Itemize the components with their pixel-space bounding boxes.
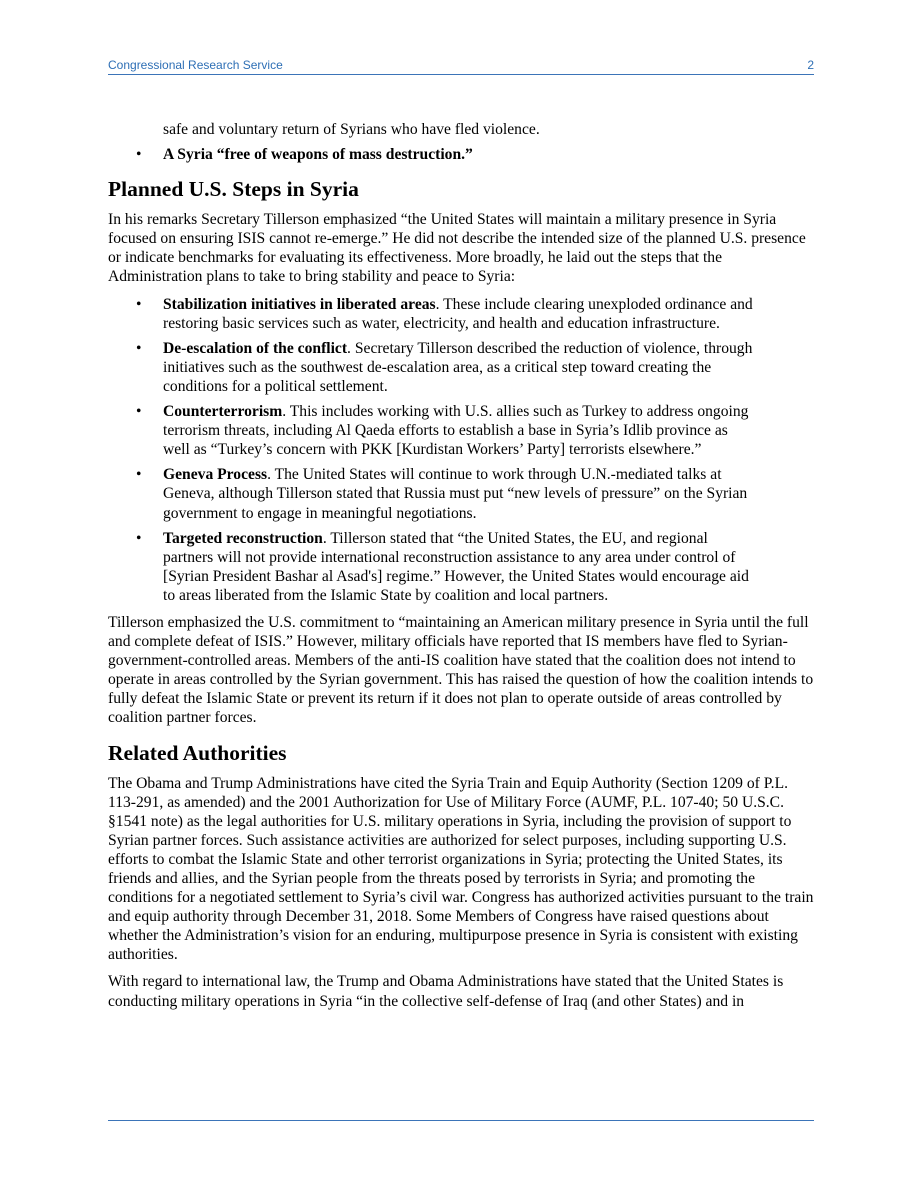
- bullet-lead: Counterterrorism: [163, 403, 283, 421]
- bullet-body: . This includes working with U.S. allies such as Turkey to address ongoing terrorism threats, including Al Qaeda efforts to establish a base in Syria’s Idlib province as well as “Turkey’s concern with PKK [Kurdistan Workers’ Party] terrorists elsewhere.”: [163, 403, 749, 459]
- bullet-icon: •: [136, 339, 142, 357]
- list-item: [108, 529, 814, 605]
- list-item: [108, 339, 814, 396]
- bullet-icon: •: [136, 466, 142, 484]
- section-heading-planned-steps: Planned U.S. Steps in Syria: [108, 177, 359, 202]
- list-item: [108, 465, 814, 522]
- bullet-lead: Targeted reconstruction: [163, 529, 323, 547]
- bullet-icon: •: [136, 403, 142, 421]
- bullet-continuation: safe and voluntary return of Syrians who have fled violence.: [163, 121, 540, 138]
- bullet-text-bold: A Syria “free of weapons of mass destruction.”: [163, 146, 473, 164]
- paragraph: In his remarks Secretary Tillerson emphasized “the United States will maintain a military presence in Syria focused on ensuring ISIS cannot re-emerge.” He did not describe the intended size of the planned U.S. presence or indicate benchmarks for evaluating its effectiveness. More broadly, he laid out the steps that the Administration plans to take to bring stability and peace to Syria:: [108, 211, 806, 286]
- bullet-lead: Geneva Process: [163, 466, 268, 484]
- list-item: [108, 145, 814, 164]
- header-page-number: 2: [807, 58, 814, 72]
- section-heading-related-authorities: Related Authorities: [108, 740, 287, 765]
- bullet-icon: •: [136, 529, 142, 547]
- bullet-lead: De-escalation of the conflict: [163, 339, 348, 357]
- bullet-body: . Tillerson stated that “the United States, the EU, and regional partners will not provide international reconstruction assistance to any area under control of [Syrian President Bashar al Asad's] regime.” However, the United States would encourage aid to areas liberated from the Islamic State by coalition and local partners.: [163, 529, 749, 604]
- bullet-body: . The United States will continue to work through U.N.-mediated talks at Geneva, although Tillerson stated that Russia must put “new levels of pressure” on the Syrian government to engage in meaningful negotiations.: [163, 466, 748, 522]
- paragraph: With regard to international law, the Trump and Obama Administrations have stated that the United States is conducting military operations in Syria “in the collective self-defense of Iraq (and other States) and in: [108, 973, 784, 1010]
- bullet-icon: •: [136, 146, 142, 164]
- paragraph: The Obama and Trump Administrations have cited the Syria Train and Equip Authority (Section 1209 of P.L. 113-291, as amended) and the 2001 Authorization for Use of Military Force (AUMF, P.L. 107-40; 50 U.S.C. §1541 note) as the legal authorities for U.S. military operations in Syria, including the provision of support to Syrian partner forces. Such assistance activities are authorized for select purposes, including supporting U.S. efforts to combat the Islamic State and other terrorist organizations in Syria; protecting the United States, its friends and allies, and the Syrian people from the threats posed by terrorists in Syria; and promoting the conditions for a negotiated settlement to Syria’s civil war. Congress has authorized activities pursuant to the train and equip authority through December 31, 2018. Some Members of Congress have raised questions about whether the Administration’s vision for an enduring, multipurpose presence in Syria is consistent with existing authorities.: [108, 774, 814, 964]
- intro-bullet-list: [108, 145, 814, 164]
- list-item: [108, 295, 814, 333]
- list-item: [108, 402, 814, 459]
- footer-divider: [108, 1120, 814, 1121]
- bullet-body: . Secretary Tillerson described the reduction of violence, through initiatives such as the southwest de-escalation area, as a critical step toward creating the conditions for a political settlement.: [163, 339, 753, 395]
- bullet-body: . These include clearing unexploded ordinance and restoring basic services such as water, electricity, and health and education infrastructure.: [163, 295, 753, 332]
- paragraph: Tillerson emphasized the U.S. commitment to “maintaining an American military presence in Syria until the full and complete defeat of ISIS.” However, military officials have reported that IS members have fled to Syrian-government-controlled areas. Members of the anti-IS coalition have stated that the coalition does not intend to operate in areas controlled by the Syrian government. This has raised the question of how the coalition intends to fully defeat the Islamic State or prevent its return if it does not plan to operate outside of areas controlled by coalition partner forces.: [108, 613, 814, 727]
- header-organization: Congressional Research Service: [108, 58, 283, 72]
- bullet-lead: Stabilization initiatives in liberated areas: [163, 295, 436, 313]
- document-body: [108, 120, 814, 1019]
- steps-bullet-list: [108, 295, 814, 605]
- bullet-icon: •: [136, 295, 142, 313]
- page-header: [108, 58, 814, 75]
